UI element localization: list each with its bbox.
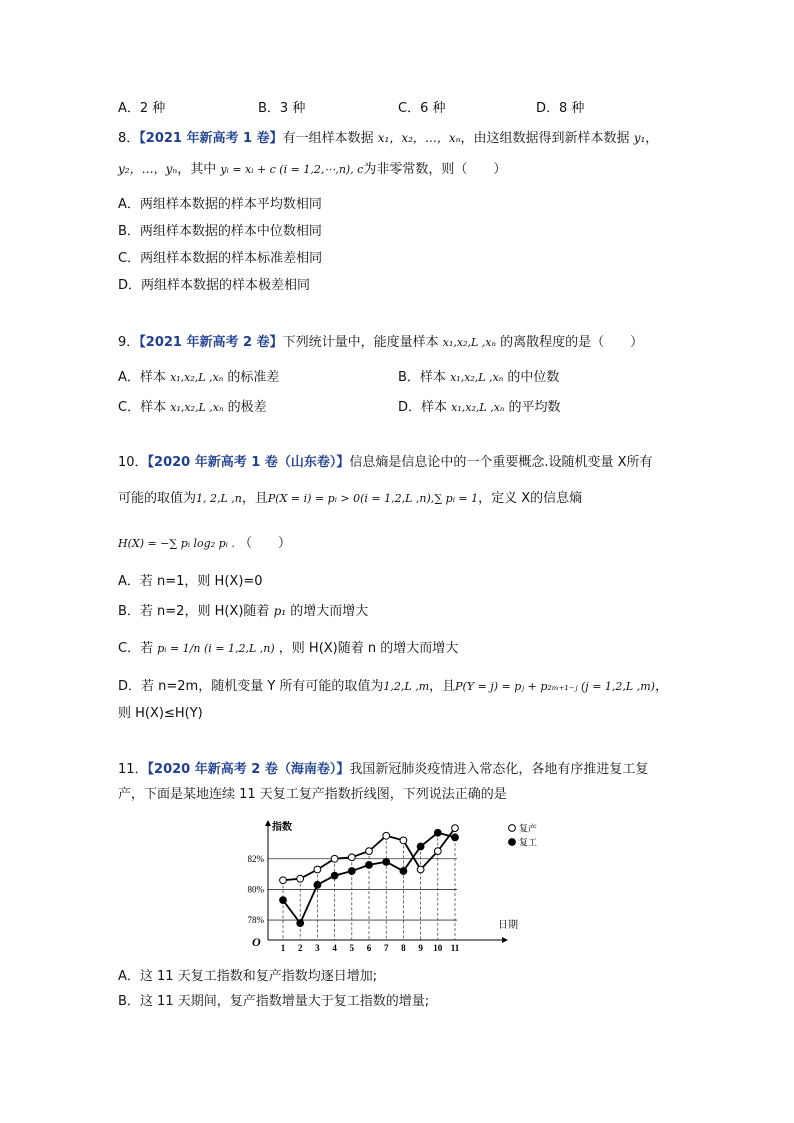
q10-option-c-formula: pᵢ = 1/n (i = 1,2,L ,n) [157,642,275,655]
data-point-fuchan [383,832,390,839]
data-point-fugong [366,862,373,869]
q10-option-d-formula: P(Y = j) = pⱼ + p₂ₘ₊₁₋ⱼ (j = 1,2,L ,m) [455,680,655,693]
data-point-fugong [348,868,355,875]
q8-source: 【2021 年新高考 1 卷】 [139,131,283,146]
q9-option-a [118,366,279,385]
x-axis-arrow [502,937,508,943]
q8-option-b: B．两组样本数据的样本中位数相同 [118,224,322,239]
q8-line1: 8．【2021 年新高考 1 卷】有一组样本数据 x₁，x₂，…，xₙ，由这组数据得到新样本数据 y₁， [118,131,659,146]
q9-number: 9． [118,335,140,350]
q11-line2: 产，下面是某地连续 11 天复工复产指数折线图，下列说法正确的是 [118,787,507,802]
q8-line2 [118,158,506,177]
q9-source: 【2021 年新高考 2 卷】 [139,335,283,350]
x-tick-label: 1 [280,943,286,953]
data-point-fugong [280,897,287,904]
x-tick-label: 10 [433,943,443,953]
q9-option-tail: 的中位数 [507,370,560,385]
data-point-fuchan [452,825,459,832]
q11-stem-part: 我国新冠肺炎疫情进入常态化，各地有序推进复工复 [349,762,649,777]
q8-stem-part: ，其中 [177,162,217,177]
q10-option-a: A．若 n=1，则 H(X)=0 [118,574,263,589]
q9-option-sample: x₁,x₂,L ,xₙ [450,371,504,384]
q9-option-tail: 的极差 [227,400,267,415]
x-tick-label: 4 [332,943,337,953]
q8-stem-part: 为非零常数，则（ ） [363,162,507,177]
q8-option-d: D．两组样本数据的样本极差相同 [118,278,311,293]
q10-line1 [118,451,653,470]
q10-option-d-part: D．若 n=2m，随机变量 Y 所有可能的取值为 [118,679,384,694]
legend-marker [509,825,516,832]
q10-answer-paren: （ ） [239,536,292,551]
q9-option-prefix: 样本 [140,400,167,415]
q10-probability: P(X = i) = pᵢ > 0(i = 1,2,L ,n), [267,492,435,505]
data-point-fuchan [400,837,407,844]
x-tick-label: 8 [401,943,406,953]
data-point-fugong [434,829,441,836]
data-point-fuchan [366,848,373,855]
q11-number: 11． [118,762,148,777]
q11-line1 [118,758,648,777]
x-axis-label: 日期 [498,920,518,931]
q8-condition: yᵢ = xᵢ + c (i = 1,2,⋯,n), c [220,163,364,176]
q9-option-d [398,396,561,415]
index-line-chart [240,818,540,956]
q10-option-b-part: 的增大而增大 [290,604,369,619]
x-tick-label: 5 [349,943,355,953]
q10-source: 【2020 年新高考 1 卷（山东卷）】 [147,455,350,470]
q8-number: 8． [118,131,140,146]
y-tick-label: 80% [247,884,264,895]
q9-option-label: C． [118,400,141,415]
y-axis-label: 指数 [272,822,292,833]
q9-option-label: D． [398,400,422,415]
q9-option-sample: x₁,x₂,L ,xₙ [170,401,224,414]
q9-stem-part: 下列统计量中，能度量样本 [282,335,439,350]
y-axis-arrow [265,820,271,826]
q10-stem-part: ，且 [241,491,268,506]
x-tick-label: 7 [383,943,389,953]
data-point-fuchan [314,866,321,873]
q7-option-b: B．3 种 [258,101,306,116]
q9-option-label: B． [398,370,420,385]
q9-option-tail: 的标准差 [227,370,280,385]
legend-label: 复工 [519,837,538,848]
q9-option-label: A． [118,370,140,385]
q10-option-d-part: ， [654,679,668,694]
legend-label: 复产 [519,823,538,834]
q9-option-sample: x₁,x₂,L ,xₙ [451,401,505,414]
q11-source: 【2020 年新高考 2 卷（海南卷）】 [147,762,350,777]
data-point-fugong [383,858,390,865]
q10-sum: ∑ pᵢ = 1 [434,492,479,505]
data-point-fugong [417,843,424,850]
data-point-fugong [400,868,407,875]
x-tick-label: 9 [418,943,423,953]
q8-option-a: A．两组样本数据的样本平均数相同 [118,197,322,212]
q7-option-d: D．8 种 [536,101,585,116]
q10-stem-part: 可能的取值为 [118,491,197,506]
data-point-fuchan [417,866,424,873]
q10-option-d-values: 1,2,L ,m [383,680,430,693]
data-point-fugong [452,834,459,841]
data-point-fuchan [348,854,355,861]
q10-option-c-part: ，则 H(X)随着 n 的增大而增大 [278,641,459,656]
q8-x-sample: x₁，x₂，…，xₙ [377,131,461,145]
q9-stem-part: 的离散程度的是（ ） [500,335,644,350]
data-point-fuchan [434,848,441,855]
q10-option-b-p1: p₁ [273,604,287,618]
q7-option-a: A．2 种 [118,101,166,116]
q9-option-prefix: 样本 [421,400,448,415]
q10-option-b [118,600,368,619]
q10-values: 1, 2,L ,n [196,492,242,505]
q9-option-b [398,366,559,385]
origin-label: O [252,935,261,949]
q9-stem [118,331,643,350]
legend-marker [509,839,516,846]
x-tick-label: 11 [450,943,460,953]
data-point-fugong [331,872,338,879]
data-point-fugong [297,920,304,927]
q10-option-d-line2: 则 H(X)≤H(Y) [118,706,203,721]
q11-option-b: B．这 11 天期间，复产指数增量大于复工指数的增量; [118,994,430,1009]
q10-option-b-part: B．若 n=2，则 H(X)随着 [118,604,270,619]
q10-stem-part: ，定义 X的信息熵 [478,491,583,506]
data-point-fuchan [280,877,287,884]
q9-sample: x₁,x₂,L ,xₙ [442,336,496,349]
q8-y-sample: y₂，…，yₙ [118,162,178,176]
q10-line3 [118,532,291,551]
q9-option-prefix: 样本 [419,370,446,385]
q9-option-prefix: 样本 [139,370,166,385]
q9-option-sample: x₁,x₂,L ,xₙ [170,371,224,384]
q10-line2 [118,487,582,506]
x-tick-label: 2 [297,943,303,953]
q9-option-c [118,396,267,415]
q7-option-c: C．6 种 [398,101,446,116]
q10-option-c-part: C．若 [118,641,154,656]
q9-option-tail: 的平均数 [508,400,561,415]
q10-stem-part: 信息熵是信息论中的一个重要概念.设随机变量 X所有 [349,455,653,470]
q10-option-c [118,637,458,656]
q8-y1: y₁ [633,131,646,145]
q11-option-a: A．这 11 天复工指数和复产指数均逐日增加; [118,969,378,984]
q10-option-d [118,675,668,694]
data-point-fuchan [331,855,338,862]
y-tick-label: 78% [247,915,264,926]
x-tick-label: 3 [315,943,320,953]
data-point-fuchan [297,875,304,882]
q8-stem-part: ，由这组数据得到新样本数据 [460,131,630,146]
q8-stem-part: 有一组样本数据 [282,131,374,146]
q10-entropy-formula: H(X) = −∑ pᵢ log₂ pᵢ . [118,537,235,550]
y-tick-label: 82% [247,853,264,864]
q10-number: 10． [118,455,148,470]
q8-option-c: C．两组样本数据的样本标准差相同 [118,251,323,266]
x-tick-label: 6 [366,943,372,953]
data-point-fugong [314,881,321,888]
q10-option-d-part: ，且 [429,679,456,694]
